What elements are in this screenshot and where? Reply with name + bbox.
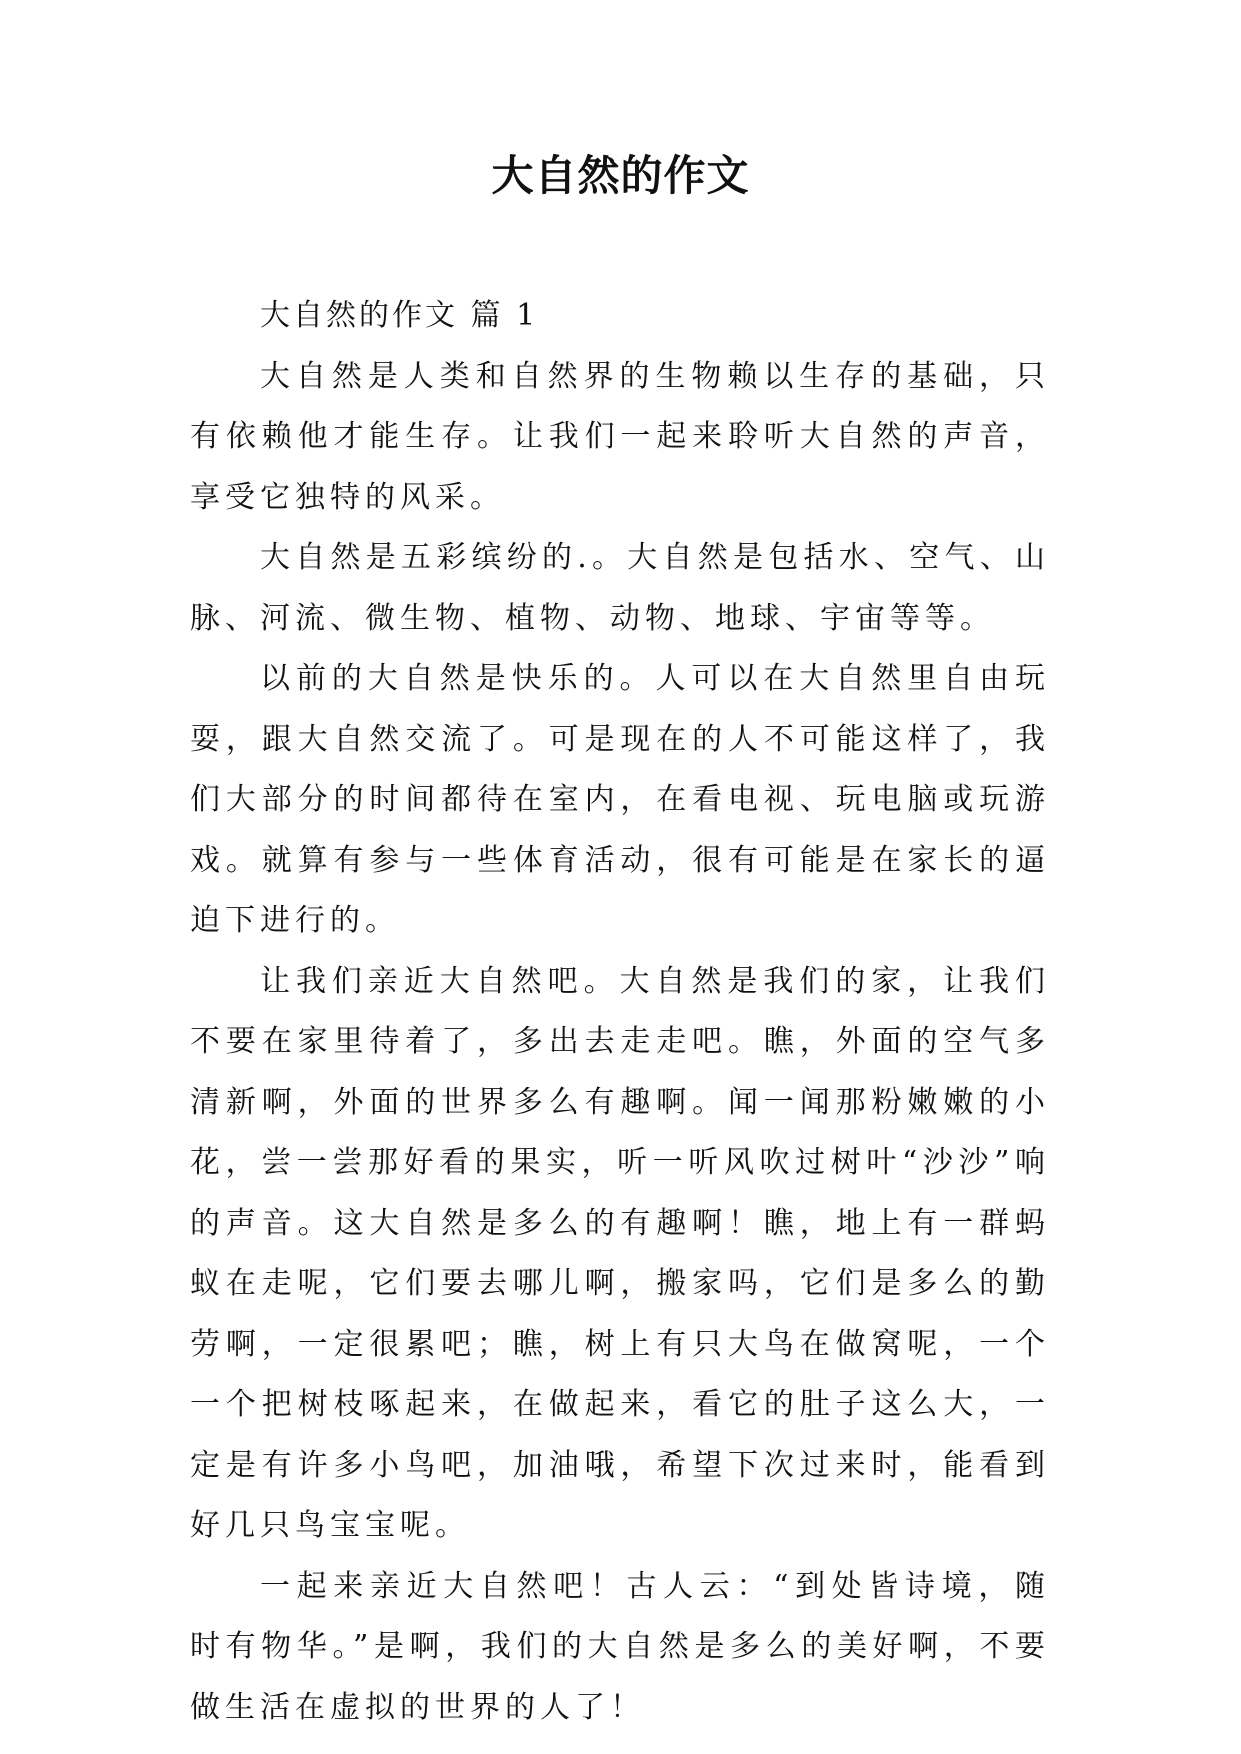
paragraph: 一起来亲近大自然吧！古人云：“到处皆诗境，随时有物华。”是啊，我们的大自然是多么的美好啊，不要做生活在虚拟的世界的人了！ [190, 1568, 1050, 1725]
paragraph: 以前的大自然是快乐的。人可以在大自然里自由玩耍，跟大自然交流了。可是现在的人不可能这样了，我们大部分的时间都待在室内，在看电视、玩电脑或玩游戏。就算有参与一些体育活动，很有可能是在家长的逼迫下进行的。 [190, 661, 1050, 938]
document-title: 大自然的作文 [491, 151, 750, 200]
paragraph: 大自然是五彩缤纷的.。大自然是包括水、空气、山脉、河流、微生物、植物、动物、地球、宇宙等等。 [190, 540, 1050, 636]
section-heading: 大自然的作文 篇 1 [260, 298, 539, 333]
paragraph: 大自然是人类和自然界的生物赖以生存的基础，只有依赖他才能生存。让我们一起来聆听大自然的声音，享受它独特的风采。 [190, 358, 1050, 515]
document-body [190, 286, 1050, 1738]
paragraph: 让我们亲近大自然吧。大自然是我们的家，让我们不要在家里待着了，多出去走走吧。瞧，外面的空气多清新啊，外面的世界多么有趣啊。闻一闻那粉嫩嫩的小花，尝一尝那好看的果实，听一听风吹过树叶“沙沙”响的声音。这大自然是多么的有趣啊！瞧，地上有一群蚂蚁在走呢，它们要去哪儿啊，搬家吗，它们是多么的勤劳啊，一定很累吧；瞧，树上有只大鸟在做窝呢，一个一个把树枝啄起来，在做起来，看它的肚子这么大，一定是有许多小鸟吧，加油哦，希望下次过来时，能看到好几只鸟宝宝呢。 [190, 963, 1050, 1543]
